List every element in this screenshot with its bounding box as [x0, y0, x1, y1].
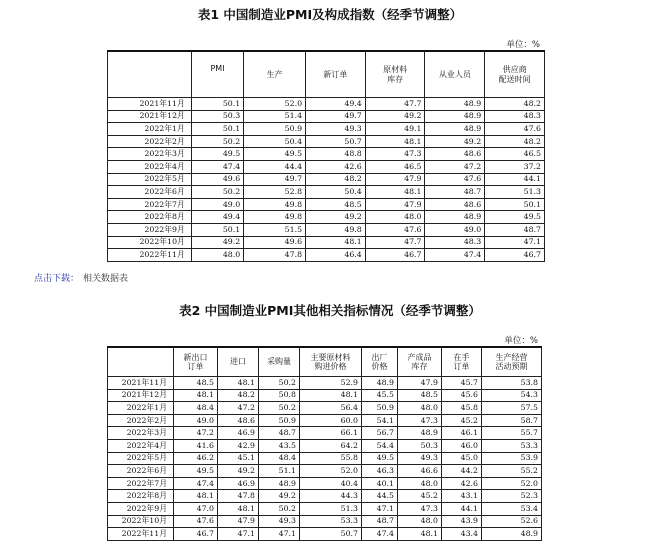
table-cell: 43.1	[442, 490, 482, 503]
table-cell: 47.6	[174, 515, 218, 528]
table-cell: 49.2	[425, 135, 485, 148]
table-cell: 49.2	[259, 490, 300, 503]
table-cell: 47.2	[218, 402, 259, 415]
table-cell: 48.9	[259, 477, 300, 490]
table-cell: 47.4	[425, 249, 485, 262]
table-cell: 49.2	[191, 236, 243, 249]
table-row	[108, 98, 545, 111]
row-label: 2022年2月	[108, 135, 192, 148]
table-cell: 40.1	[362, 477, 398, 490]
table-cell: 48.1	[365, 135, 425, 148]
table-cell: 46.6	[398, 465, 442, 478]
table-cell: 42.9	[218, 439, 259, 452]
table-cell: 37.2	[485, 160, 545, 173]
row-label: 2022年6月	[108, 186, 192, 199]
table-cell: 48.5	[174, 377, 218, 390]
table-cell: 45.5	[362, 389, 398, 402]
table-cell: 46.5	[485, 148, 545, 161]
table-cell: 50.9	[244, 123, 306, 136]
table-cell: 49.5	[244, 148, 306, 161]
table-cell: 46.3	[362, 465, 398, 478]
table-cell: 47.9	[365, 198, 425, 211]
table-cell: 48.9	[362, 377, 398, 390]
table-cell: 46.2	[174, 452, 218, 465]
table-cell: 50.2	[259, 402, 300, 415]
table-cell: 47.3	[398, 414, 442, 427]
table-cell: 50.9	[362, 402, 398, 415]
table2-column-header: 采购量	[259, 347, 300, 377]
table-cell: 46.9	[218, 427, 259, 440]
row-label: 2022年2月	[108, 414, 174, 427]
row-label: 2021年12月	[108, 110, 192, 123]
table-cell: 49.0	[191, 198, 243, 211]
table-row	[108, 223, 545, 236]
table-row	[108, 110, 545, 123]
table-cell: 57.5	[482, 402, 542, 415]
table-cell: 50.3	[398, 439, 442, 452]
table-cell: 47.1	[259, 528, 300, 541]
table1-corner-cell	[108, 51, 192, 98]
table-row	[108, 452, 542, 465]
table-cell: 48.1	[365, 186, 425, 199]
table-cell: 47.8	[218, 490, 259, 503]
table-cell: 54.1	[362, 414, 398, 427]
table-cell: 52.0	[244, 98, 306, 111]
table-cell: 40.4	[300, 477, 362, 490]
table-cell: 53.3	[482, 439, 542, 452]
table-cell: 49.6	[244, 236, 306, 249]
table-cell: 49.7	[306, 110, 366, 123]
table-cell: 48.3	[485, 110, 545, 123]
table-cell: 41.6	[174, 439, 218, 452]
download-link[interactable]: 点击下载：	[34, 274, 80, 284]
table-row	[108, 528, 542, 541]
table-cell: 47.9	[398, 377, 442, 390]
table-cell: 53.3	[300, 515, 362, 528]
row-label: 2022年3月	[108, 148, 192, 161]
table-cell: 49.5	[174, 465, 218, 478]
table-row	[108, 414, 542, 427]
table-cell: 50.1	[191, 123, 243, 136]
table-cell: 47.3	[398, 502, 442, 515]
table-row	[108, 439, 542, 452]
table-cell: 53.9	[482, 452, 542, 465]
row-label: 2022年7月	[108, 198, 192, 211]
table1-title: 表1 中国制造业PMI及构成指数（经季节调整）	[197, 7, 463, 22]
table-cell: 48.7	[485, 223, 545, 236]
table-row	[108, 135, 545, 148]
table1-column-header: 生产	[244, 51, 306, 98]
table-cell: 48.6	[218, 414, 259, 427]
table-cell: 52.6	[482, 515, 542, 528]
table-cell: 55.8	[300, 452, 362, 465]
table-cell: 49.5	[485, 211, 545, 224]
table1-column-header: PMI	[191, 51, 243, 98]
table-cell: 46.7	[174, 528, 218, 541]
table2-header-row	[108, 347, 542, 377]
table-cell: 48.6	[425, 198, 485, 211]
table2-column-header: 产成品 库存	[398, 347, 442, 377]
table-cell: 49.8	[244, 198, 306, 211]
table1	[107, 50, 545, 262]
table-row	[108, 173, 545, 186]
table-cell: 48.4	[174, 402, 218, 415]
table-cell: 46.0	[442, 439, 482, 452]
table-cell: 45.2	[442, 414, 482, 427]
table-cell: 42.6	[442, 477, 482, 490]
table-cell: 49.0	[174, 414, 218, 427]
table-cell: 48.7	[362, 515, 398, 528]
table2-column-header: 主要原材料 购进价格	[300, 347, 362, 377]
table-cell: 50.8	[259, 389, 300, 402]
table-cell: 48.5	[398, 389, 442, 402]
table-cell: 49.4	[306, 98, 366, 111]
table-cell: 48.1	[300, 389, 362, 402]
table-cell: 47.4	[174, 477, 218, 490]
table-cell: 47.6	[425, 173, 485, 186]
download-file-label[interactable]: 相关数据表	[83, 274, 129, 284]
table-cell: 44.4	[244, 160, 306, 173]
table-cell: 50.2	[191, 186, 243, 199]
table-cell: 49.3	[259, 515, 300, 528]
table-cell: 51.3	[300, 502, 362, 515]
table-cell: 54.3	[482, 389, 542, 402]
table-cell: 48.2	[306, 173, 366, 186]
table2-column-header: 进口	[218, 347, 259, 377]
row-label: 2022年11月	[108, 528, 174, 541]
table-cell: 48.1	[174, 389, 218, 402]
table-row	[108, 502, 542, 515]
table-cell: 53.8	[482, 377, 542, 390]
table-cell: 51.5	[244, 223, 306, 236]
table-cell: 50.2	[259, 502, 300, 515]
table-cell: 48.1	[306, 236, 366, 249]
table-cell: 47.9	[365, 173, 425, 186]
table-cell: 54.4	[362, 439, 398, 452]
table-cell: 51.4	[244, 110, 306, 123]
table-cell: 50.2	[191, 135, 243, 148]
table-cell: 48.9	[425, 123, 485, 136]
table-cell: 50.3	[191, 110, 243, 123]
table-cell: 43.4	[442, 528, 482, 541]
row-label: 2022年6月	[108, 465, 174, 478]
table-cell: 49.2	[218, 465, 259, 478]
table-cell: 46.1	[442, 427, 482, 440]
row-label: 2022年5月	[108, 452, 174, 465]
row-label: 2022年4月	[108, 160, 192, 173]
table-cell: 45.8	[442, 402, 482, 415]
table-cell: 48.6	[425, 148, 485, 161]
row-label: 2022年8月	[108, 490, 174, 503]
table-cell: 52.8	[244, 186, 306, 199]
table-cell: 47.9	[218, 515, 259, 528]
table-row	[108, 427, 542, 440]
table-cell: 48.9	[398, 427, 442, 440]
table-cell: 45.1	[218, 452, 259, 465]
table-cell: 53.4	[482, 502, 542, 515]
table-cell: 48.8	[306, 148, 366, 161]
table-cell: 46.5	[365, 160, 425, 173]
table-cell: 49.5	[362, 452, 398, 465]
table1-unit: 单位：%	[506, 40, 540, 50]
table-cell: 50.7	[300, 528, 362, 541]
table-cell: 44.2	[442, 465, 482, 478]
row-label: 2022年9月	[108, 502, 174, 515]
table-cell: 47.7	[365, 236, 425, 249]
table-cell: 48.9	[425, 98, 485, 111]
row-label: 2022年10月	[108, 515, 174, 528]
table-cell: 48.1	[398, 528, 442, 541]
table1-header-row	[108, 51, 545, 98]
table-cell: 48.0	[398, 515, 442, 528]
table1-column-header: 从业人员	[425, 51, 485, 98]
table-row	[108, 477, 542, 490]
table-cell: 66.1	[300, 427, 362, 440]
row-label: 2021年12月	[108, 389, 174, 402]
table-cell: 47.6	[485, 123, 545, 136]
table-cell: 48.3	[425, 236, 485, 249]
table-cell: 50.4	[244, 135, 306, 148]
table-cell: 45.2	[398, 490, 442, 503]
table-row	[108, 186, 545, 199]
row-label: 2022年11月	[108, 249, 192, 262]
table-cell: 45.6	[442, 389, 482, 402]
row-label: 2022年5月	[108, 173, 192, 186]
table-cell: 48.9	[425, 211, 485, 224]
row-label: 2021年11月	[108, 98, 192, 111]
table-cell: 46.7	[485, 249, 545, 262]
row-label: 2022年1月	[108, 402, 174, 415]
table-cell: 50.1	[485, 198, 545, 211]
table-cell: 48.0	[398, 402, 442, 415]
table-cell: 48.4	[259, 452, 300, 465]
table-cell: 55.2	[482, 465, 542, 478]
table-cell: 47.4	[191, 160, 243, 173]
table-cell: 48.9	[482, 528, 542, 541]
table-cell: 47.6	[365, 223, 425, 236]
table-cell: 50.1	[191, 98, 243, 111]
table-cell: 52.9	[300, 377, 362, 390]
table-cell: 47.7	[365, 98, 425, 111]
table-cell: 43.5	[259, 439, 300, 452]
table-cell: 52.0	[482, 477, 542, 490]
table-cell: 45.0	[442, 452, 482, 465]
table2-column-header: 出厂 价格	[362, 347, 398, 377]
table-cell: 47.1	[362, 502, 398, 515]
table-cell: 48.7	[425, 186, 485, 199]
table-cell: 48.0	[191, 249, 243, 262]
table1-column-header: 原材料 库存	[365, 51, 425, 98]
table-cell: 51.1	[259, 465, 300, 478]
table-cell: 49.4	[191, 211, 243, 224]
table-cell: 50.4	[306, 186, 366, 199]
table-cell: 50.7	[306, 135, 366, 148]
table-cell: 56.7	[362, 427, 398, 440]
table-row	[108, 160, 545, 173]
table-row	[108, 249, 545, 262]
table-cell: 49.5	[191, 148, 243, 161]
table-cell: 47.8	[244, 249, 306, 262]
row-label: 2022年4月	[108, 439, 174, 452]
table-cell: 47.0	[174, 502, 218, 515]
table-cell: 49.3	[398, 452, 442, 465]
table-cell: 43.9	[442, 515, 482, 528]
table-cell: 48.2	[485, 98, 545, 111]
table-cell: 52.3	[482, 490, 542, 503]
table-row	[108, 465, 542, 478]
table-cell: 48.2	[485, 135, 545, 148]
table-cell: 48.1	[218, 377, 259, 390]
table-cell: 49.6	[191, 173, 243, 186]
table-cell: 50.9	[259, 414, 300, 427]
table-cell: 48.7	[259, 427, 300, 440]
table-row	[108, 389, 542, 402]
table1-column-header: 新订单	[306, 51, 366, 98]
table-cell: 46.7	[365, 249, 425, 262]
table-cell: 42.6	[306, 160, 366, 173]
row-label: 2022年3月	[108, 427, 174, 440]
table2-corner-cell	[108, 347, 174, 377]
download-line	[34, 271, 128, 284]
table-cell: 48.5	[306, 198, 366, 211]
table-cell: 49.8	[306, 223, 366, 236]
table-cell: 49.2	[365, 110, 425, 123]
table2-title: 表2 中国制造业PMI其他相关指标情况（经季节调整）	[179, 303, 481, 318]
row-label: 2021年11月	[108, 377, 174, 390]
table-cell: 56.4	[300, 402, 362, 415]
table-cell: 55.7	[482, 427, 542, 440]
row-label: 2022年10月	[108, 236, 192, 249]
table1-column-header: 供应商 配送时间	[485, 51, 545, 98]
row-label: 2022年9月	[108, 223, 192, 236]
table-cell: 50.2	[259, 377, 300, 390]
table-row	[108, 198, 545, 211]
table-cell: 51.3	[485, 186, 545, 199]
table-row	[108, 490, 542, 503]
table-cell: 47.3	[365, 148, 425, 161]
table-cell: 44.5	[362, 490, 398, 503]
table-cell: 58.7	[482, 414, 542, 427]
table-cell: 44.3	[300, 490, 362, 503]
table-cell: 48.9	[425, 110, 485, 123]
table-row	[108, 236, 545, 249]
row-label: 2022年8月	[108, 211, 192, 224]
table-cell: 64.2	[300, 439, 362, 452]
table-cell: 47.1	[218, 528, 259, 541]
table2-unit: 单位：%	[504, 336, 538, 346]
table-cell: 45.7	[442, 377, 482, 390]
table-cell: 48.1	[218, 502, 259, 515]
table-cell: 49.8	[244, 211, 306, 224]
table-row	[108, 148, 545, 161]
table-cell: 47.4	[362, 528, 398, 541]
table-row	[108, 377, 542, 390]
table-cell: 48.2	[218, 389, 259, 402]
table-cell: 49.3	[306, 123, 366, 136]
table-cell: 46.9	[218, 477, 259, 490]
table-cell: 47.1	[485, 236, 545, 249]
table-row	[108, 515, 542, 528]
table-cell: 49.7	[244, 173, 306, 186]
table-cell: 48.1	[174, 490, 218, 503]
table-cell: 48.0	[365, 211, 425, 224]
table-cell: 44.1	[485, 173, 545, 186]
table-cell: 44.1	[442, 502, 482, 515]
table-cell: 60.0	[300, 414, 362, 427]
row-label: 2022年1月	[108, 123, 192, 136]
table-cell: 47.2	[425, 160, 485, 173]
table2-column-header: 生产经营 活动预期	[482, 347, 542, 377]
table-cell: 49.0	[425, 223, 485, 236]
table2-column-header: 在手 订单	[442, 347, 482, 377]
table-row	[108, 123, 545, 136]
table-cell: 49.1	[365, 123, 425, 136]
table-cell: 46.4	[306, 249, 366, 262]
table-cell: 49.2	[306, 211, 366, 224]
table-cell: 52.0	[300, 465, 362, 478]
table-cell: 48.0	[398, 477, 442, 490]
table-row	[108, 402, 542, 415]
table-cell: 47.2	[174, 427, 218, 440]
table2-column-header: 新出口 订单	[174, 347, 218, 377]
table2	[107, 346, 542, 541]
table-row	[108, 211, 545, 224]
table-cell: 50.1	[191, 223, 243, 236]
row-label: 2022年7月	[108, 477, 174, 490]
